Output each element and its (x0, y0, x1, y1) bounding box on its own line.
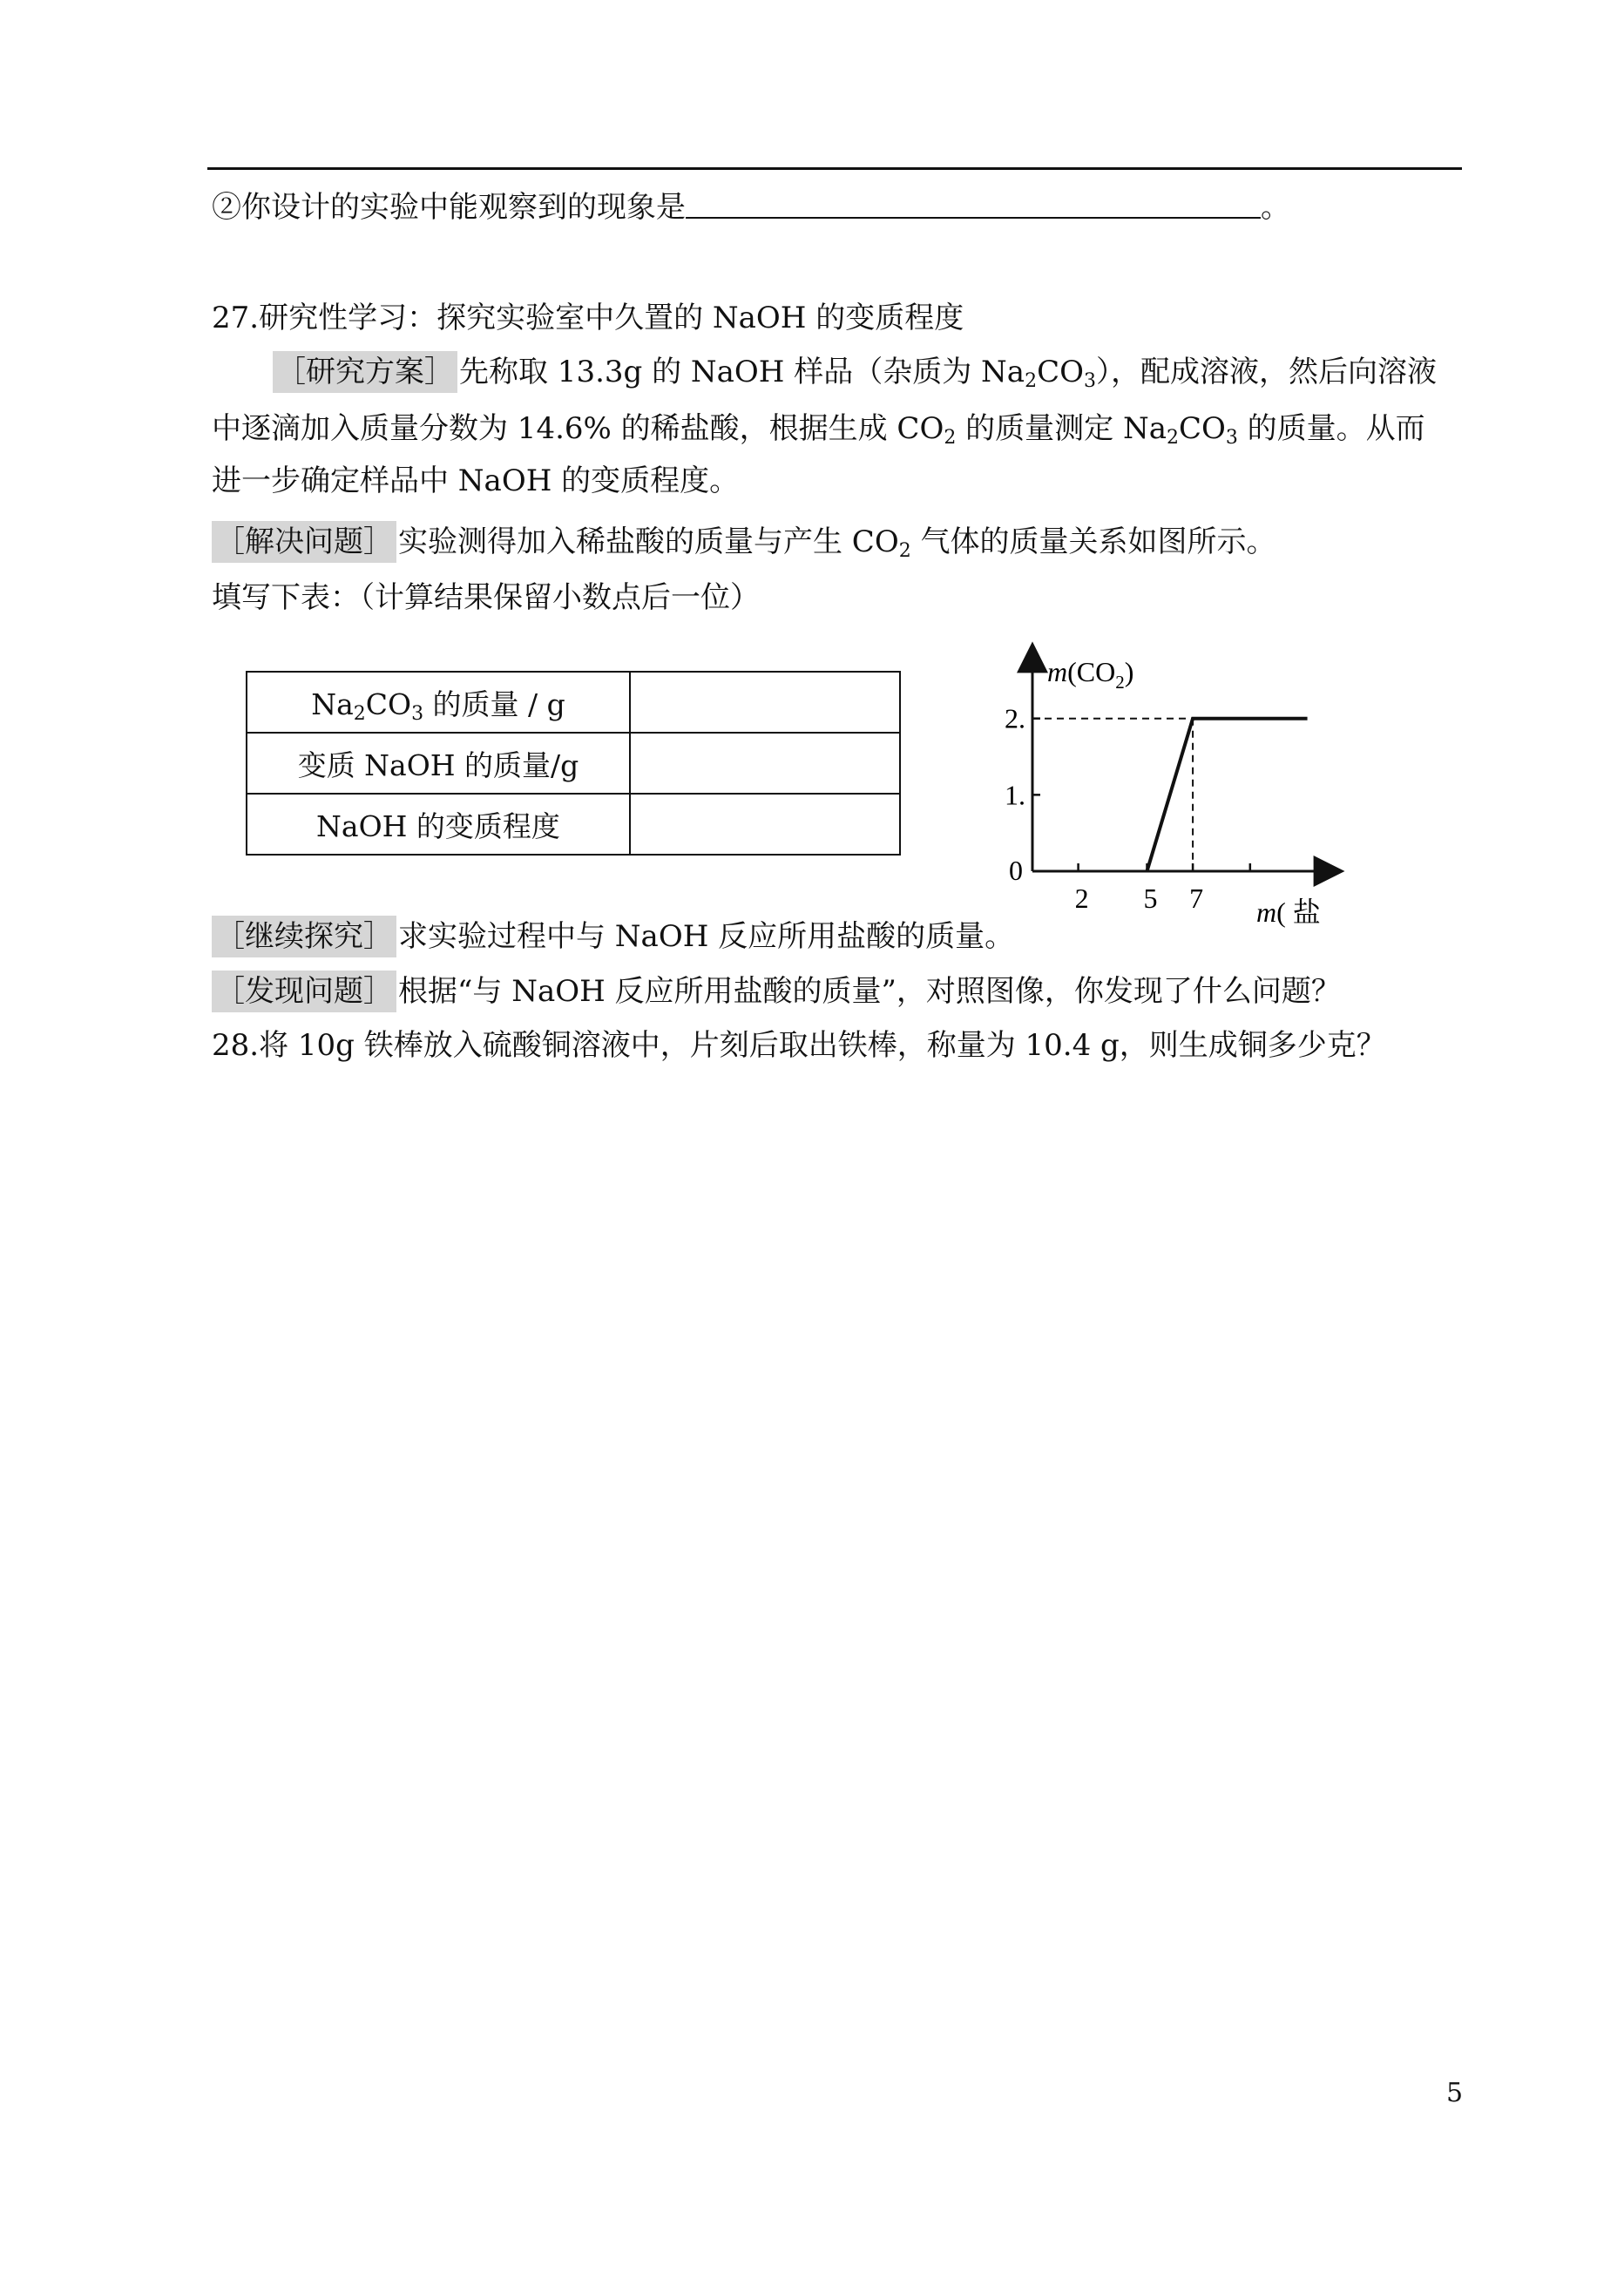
plan-text: 中逐滴加入质量分数为 14.6% 的稀盐酸，根据生成 CO (212, 411, 944, 446)
table-row (247, 733, 900, 794)
table-answer-cell[interactable] (630, 794, 900, 855)
q27-discover-line (212, 972, 1341, 1011)
subscript: 3 (1225, 427, 1238, 449)
subscript: 3 (411, 702, 424, 725)
subscript: 3 (1083, 370, 1096, 392)
q26-end: 。 (1261, 190, 1290, 225)
co2-chart (967, 636, 1385, 941)
series-group (1147, 719, 1307, 871)
header-rule (207, 167, 1462, 170)
continue-text: 求实验过程中与 NaOH 反应所用盐酸的质量。 (398, 919, 1015, 954)
table-label: NaOH 的变质程度 (247, 794, 630, 855)
plan-text: 的质量。从而 (1237, 411, 1425, 446)
plan-text: ），配成溶液，然后向溶液 (1095, 355, 1437, 389)
table-row (247, 794, 900, 855)
series-line (1147, 719, 1307, 871)
q27-solve-line (212, 523, 1276, 561)
plan-text: CO (1178, 411, 1226, 446)
subscript: 2 (353, 702, 366, 725)
discover-text: 根据“与 NaOH 反应所用盐酸的质量”，对照图像，你发现了什么问题？ (398, 974, 1341, 1009)
page-number: 5 (1446, 2078, 1464, 2108)
y-axis-label: $m(CO_2)$ (1047, 656, 1134, 693)
plan-text: 的质量测定 Na (956, 411, 1167, 446)
solve-text: 实验测得加入稀盐酸的质量与产生 CO (398, 524, 899, 559)
origin-label: 0 (1009, 855, 1023, 886)
x-tick-label: 2 (1074, 883, 1089, 914)
table-row (247, 672, 900, 733)
subscript: 2 (898, 540, 911, 562)
plan-tag: ［研究方案］ (273, 351, 457, 393)
q27-continue-line (212, 917, 1014, 956)
axis-ticks (1005, 703, 1250, 914)
y-tick-label: 1. (1005, 779, 1025, 811)
x-tick-label: 5 (1143, 883, 1158, 914)
label-text: 的质量 / g (423, 687, 565, 721)
table-label (247, 672, 630, 733)
subscript: 2 (944, 427, 957, 449)
answer-table (246, 671, 901, 856)
solve-tag: ［解决问题］ (212, 521, 396, 563)
q27-plan-line-1 (273, 353, 1437, 391)
table-answer-cell[interactable] (630, 672, 900, 733)
answer-blank[interactable] (686, 191, 1261, 219)
q27-plan-line-3: 进一步确定样品中 NaOH 的变质程度。 (212, 463, 740, 498)
q27-plan-line-2 (212, 409, 1425, 448)
x-tick-label: 7 (1189, 883, 1204, 914)
label-text: Na (311, 687, 354, 721)
q26-line (212, 188, 1290, 227)
table-answer-cell[interactable] (630, 733, 900, 794)
q26-text: ②你设计的实验中能观察到的现象是 (212, 190, 686, 225)
q27-title: 27.研究性学习：探究实验室中久置的 NaOH 的变质程度 (212, 301, 964, 335)
label-text: CO (365, 687, 412, 721)
discover-tag: ［发现问题］ (212, 971, 396, 1012)
table-label: 变质 NaOH 的质量/g (247, 733, 630, 794)
plan-text: CO (1037, 355, 1084, 389)
plan-text: 先称取 13.3g 的 NaOH 样品（杂质为 Na (459, 355, 1025, 389)
y-tick-label: 2. (1005, 702, 1025, 734)
subscript: 2 (1025, 370, 1038, 392)
solve-text: 气体的质量关系如图所示。 (910, 524, 1276, 559)
q27-fill-instruction: 填写下表：（计算结果保留小数点后一位） (212, 580, 760, 615)
continue-tag: ［继续探究］ (212, 916, 396, 957)
x-axis-label: m( 盐 (1256, 896, 1321, 928)
subscript: 2 (1166, 427, 1179, 449)
q28-text: 28.将 10g 铁棒放入硫酸铜溶液中，片刻后取出铁棒，称量为 10.4 g，则生成铜多少克？ (212, 1028, 1386, 1063)
